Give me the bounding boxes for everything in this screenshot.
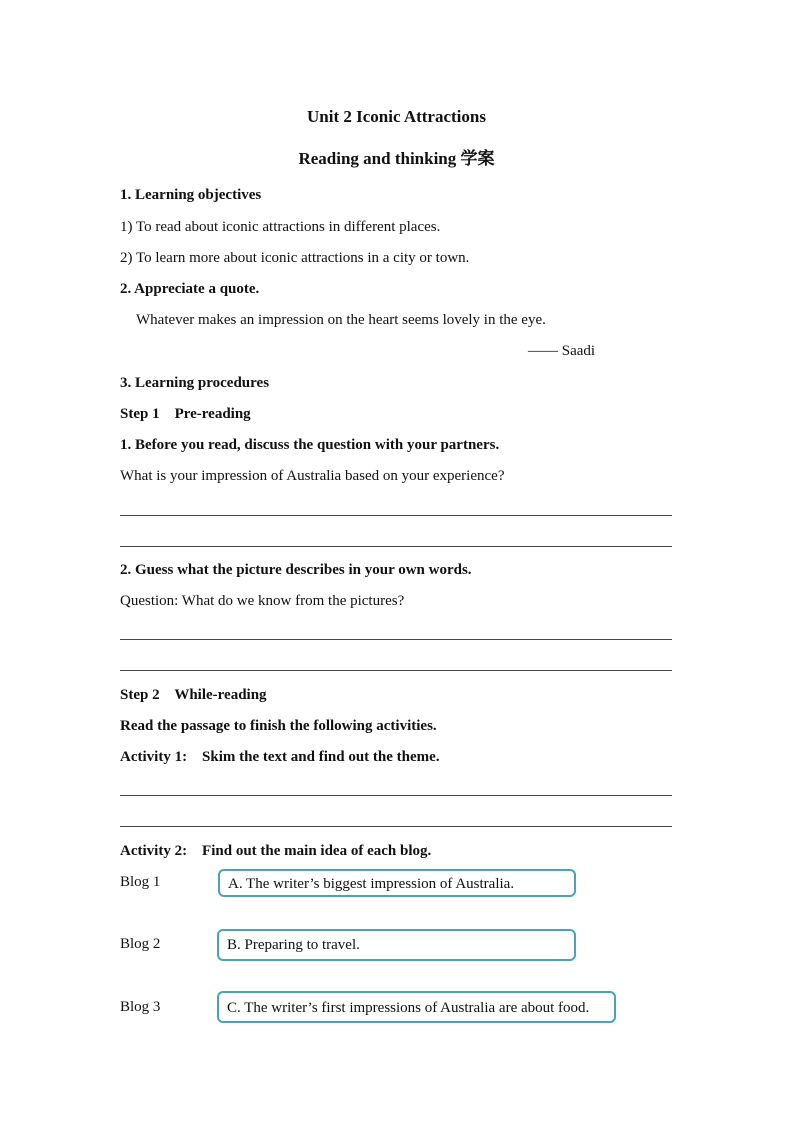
blog-label: Blog 1 [120,874,161,890]
main-idea-box[interactable] [218,869,576,897]
question2-text: Question: What do we know from the pictures? [120,593,405,609]
step2-instruction: Read the passage to finish the following activities. [120,718,437,734]
quote-author: —— Saadi [528,343,596,359]
answer-line[interactable] [120,639,672,640]
answer-line[interactable] [120,546,672,547]
page-title: Unit 2 Iconic Attractions [307,107,486,126]
objectives-heading: 1. Learning objectives [120,187,262,203]
question2-heading: 2. Guess what the picture describes in your own words. [120,562,472,578]
blog-label: Blog 3 [120,999,161,1015]
quote-heading: 2. Appreciate a quote. [120,281,260,297]
activity1-heading: Activity 1: Skim the text and find out the theme. [120,749,440,765]
main-idea-text: C. The writer’s first impressions of Australia are about food. [227,1000,590,1016]
step2-title: Step 2 While-reading [120,687,267,703]
quote-text: Whatever makes an impression on the heart seems lovely in the eye. [136,312,546,328]
answer-line[interactable] [120,826,672,827]
main-idea-box[interactable] [217,929,576,961]
answer-line[interactable] [120,670,672,671]
main-idea-text: B. Preparing to travel. [227,937,360,953]
blog-label: Blog 2 [120,936,161,952]
main-idea-text: A. The writer’s biggest impression of Australia. [228,876,515,892]
question1-heading: 1. Before you read, discuss the question with your partners. [120,437,500,453]
objective-item: 1) To read about iconic attractions in different places. [120,219,441,235]
objective-item: 2) To learn more about iconic attractions in a city or town. [120,250,470,266]
activity2-heading: Activity 2: Find out the main idea of each blog. [120,843,432,859]
question1-text: What is your impression of Australia based on your experience? [120,468,505,484]
page-subtitle: Reading and thinking 学案 [298,149,495,168]
step1-title: Step 1 Pre-reading [120,406,251,422]
answer-line[interactable] [120,515,672,516]
main-idea-box[interactable] [217,991,616,1023]
answer-line[interactable] [120,795,672,796]
procedures-heading: 3. Learning procedures [120,375,270,391]
